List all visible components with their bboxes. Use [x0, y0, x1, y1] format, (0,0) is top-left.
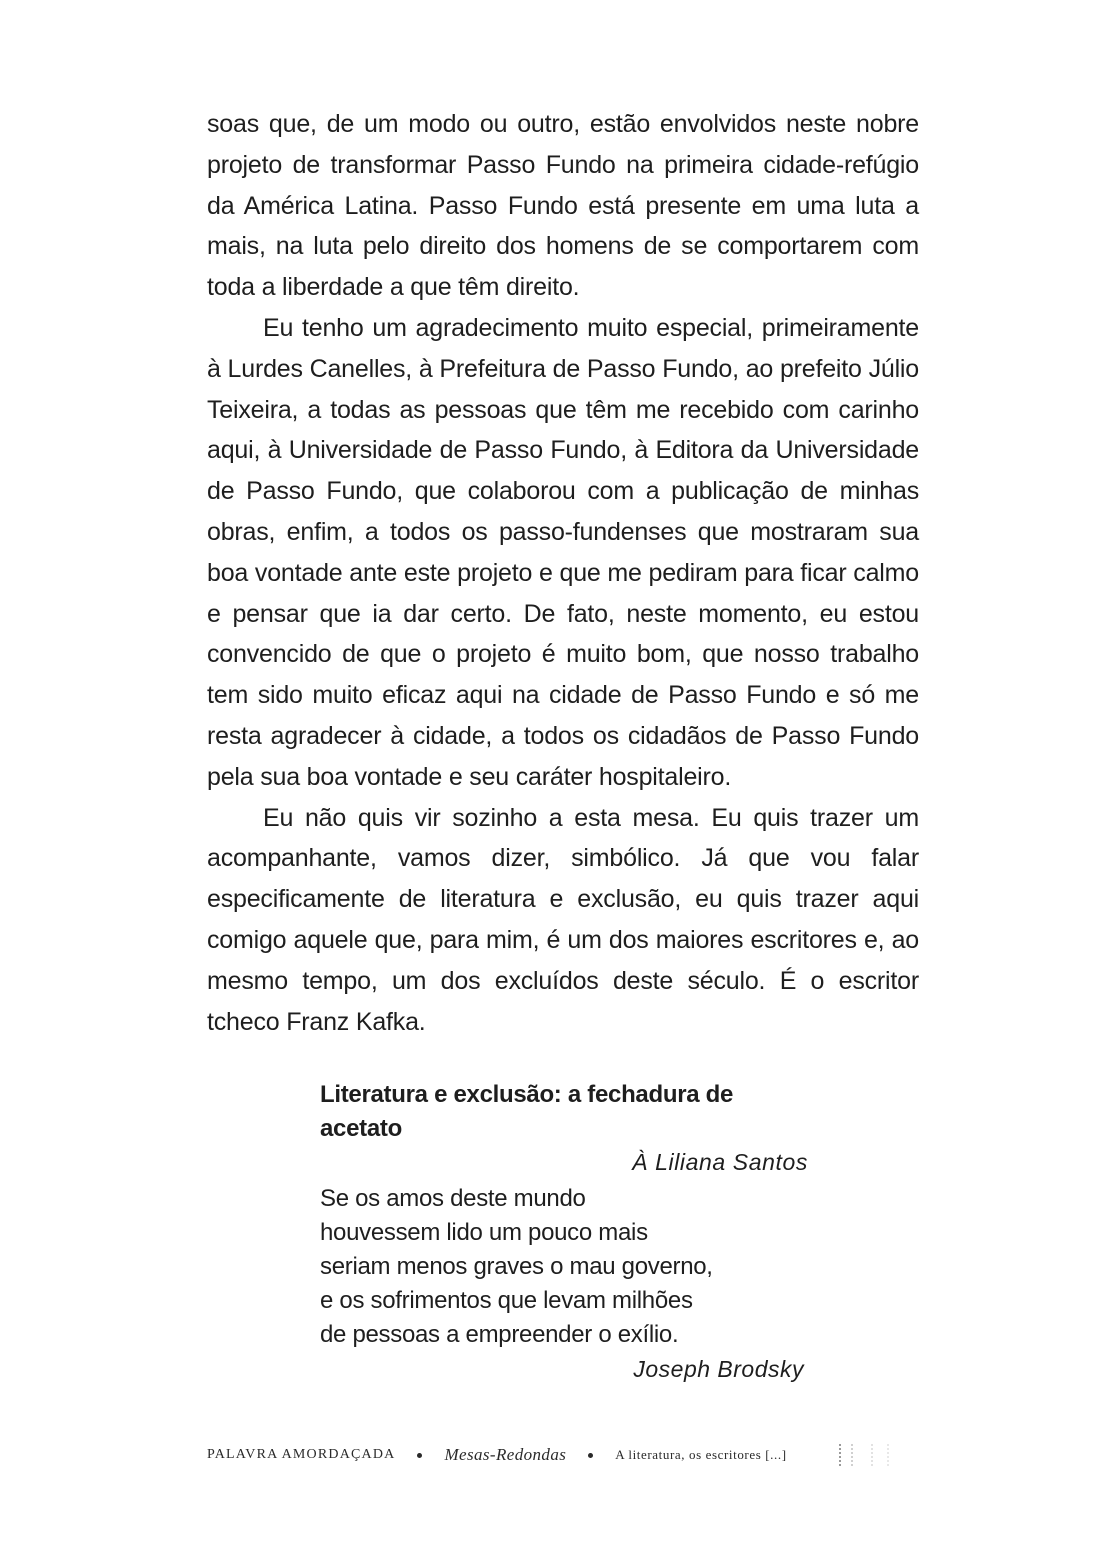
bullet-separator-icon — [588, 1453, 593, 1458]
bullet-separator-icon — [417, 1453, 422, 1458]
page-number-mark-icon — [837, 1444, 897, 1466]
poem-line: de pessoas a empreender o exílio. — [320, 1321, 679, 1348]
footer-book-title: PALAVRA AMORDAÇADA — [207, 1447, 396, 1462]
paragraph-2: Eu tenho um agradecimento muito especial, primeiramente à Lurdes Canelles, à Prefeitura de Passo Fundo, ao prefeito Júlio Teixeira, a todas as pessoas que têm me recebido com carinho aqui, à Universidade de Passo Fundo, à Editora da Universidade de Passo Fundo, que colaborou com a publicação de minhas obras, enfim, a todos os passo-fundenses que mostraram sua boa vontade ante este projeto e que me pediram para ficar calmo e pensar que ia dar certo. De fato, neste momento, eu estou convencido de que o projeto é muito bom, que nosso trabalho tem sido muito eficaz aqui na cidade de Passo Fundo e só me resta agradecer à cidade, a todos os cidadãos de Passo Fundo pela sua boa vontade e seu caráter hospitaleiro. — [207, 313, 919, 791]
epigraph-poem — [320, 1182, 820, 1352]
running-footer — [207, 1440, 927, 1470]
paragraph-1: soas que, de um modo ou outro, estão envolvidos neste nobre projeto de transformar Passo Fundo na primeira cidade-refúgio da América Latina. Passo Fundo está presente em uma luta a mais, na luta pelo direito dos homens de se comportarem com toda a liberdade a que têm direito. — [207, 110, 919, 302]
poem-author: Joseph Brodsky — [633, 1356, 804, 1382]
paragraph-3: Eu não quis vir sozinho a esta mesa. Eu quis trazer um acompanhante, vamos dizer, simbólico. Já que vou falar especificamente de literatura e exclusão, eu quis trazer aqui comigo aquele que, para mim, é um dos maiores escritores e, ao mesmo tempo, um dos excluídos deste século. É o escritor tcheco Franz Kafka. — [207, 803, 919, 1036]
body-text — [207, 104, 919, 1042]
dedication: À Liliana Santos — [632, 1149, 808, 1175]
poem-line: houvessem lido um pouco mais — [320, 1219, 648, 1246]
poem-line: seriam menos graves o mau governo, — [320, 1253, 713, 1280]
footer-chapter: A literatura, os escritores [...] — [615, 1447, 787, 1462]
section-block — [320, 1078, 820, 1386]
section-title: Literatura e exclusão: a fechadura de acetato — [320, 1081, 734, 1142]
poem-line: e os sofrimentos que levam milhões — [320, 1287, 693, 1314]
poem-line: Se os amos deste mundo — [320, 1185, 586, 1212]
footer-series: Mesas-Redondas — [444, 1445, 567, 1464]
